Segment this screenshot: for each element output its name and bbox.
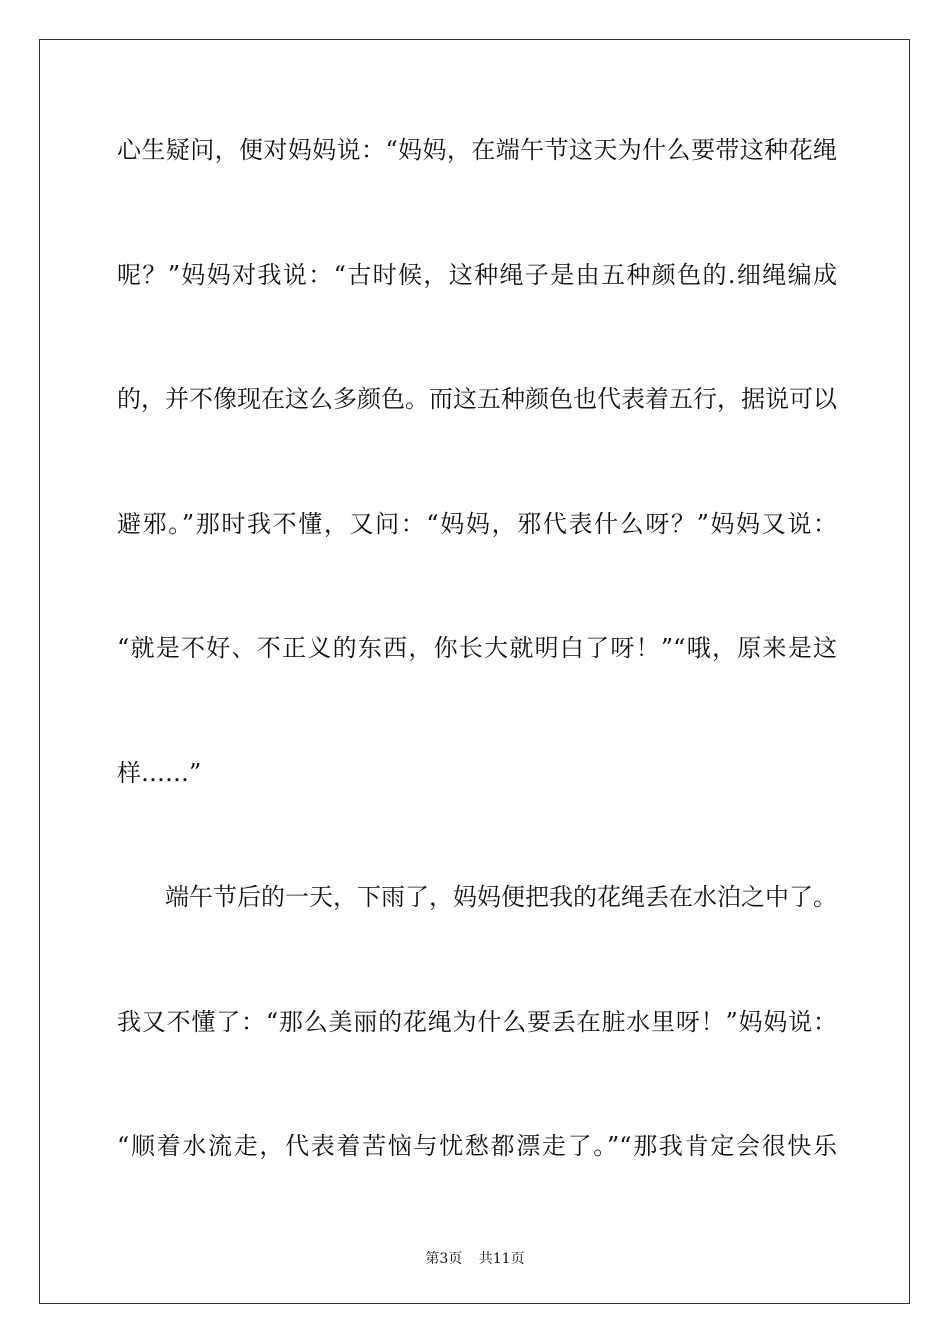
page-footer: [0, 1248, 950, 1268]
text-line-5: “就是不好、不正义的东西，你长大就明白了呀！”“哦，原来是这: [117, 634, 837, 662]
text-line-7: 端午节后的一天，下雨了，妈妈便把我的花绳丢在水泊之中了。: [165, 883, 837, 911]
document-body: [117, 126, 837, 1247]
text-line-4: 避邪。”那时我不懂，又问：“妈妈，邪代表什么呀？”妈妈又说：: [117, 509, 837, 538]
text-line-1: 心生疑问，便对妈妈说：“妈妈，在端午节这天为什么要带这种花绳: [117, 136, 837, 164]
total-pages: 共11页: [478, 1251, 525, 1267]
text-line-9: “顺着水流走，代表着苦恼与忧愁都漂走了。”“那我肯定会很快乐: [117, 1132, 837, 1160]
page-number: 第3页: [425, 1251, 463, 1267]
text-line-3: 的，并不像现在这么多颜色。而这五种颜色也代表着五行，据说可以: [117, 385, 837, 413]
text-line-2: 呢？”妈妈对我说：“古时候，这种绳子是由五种颜色的.细绳编成: [117, 260, 837, 289]
text-line-8: 我又不懂了：“那么美丽的花绳为什么要丢在脏水里呀！”妈妈说：: [117, 1007, 837, 1036]
text-line-6: 样……”: [117, 758, 202, 787]
